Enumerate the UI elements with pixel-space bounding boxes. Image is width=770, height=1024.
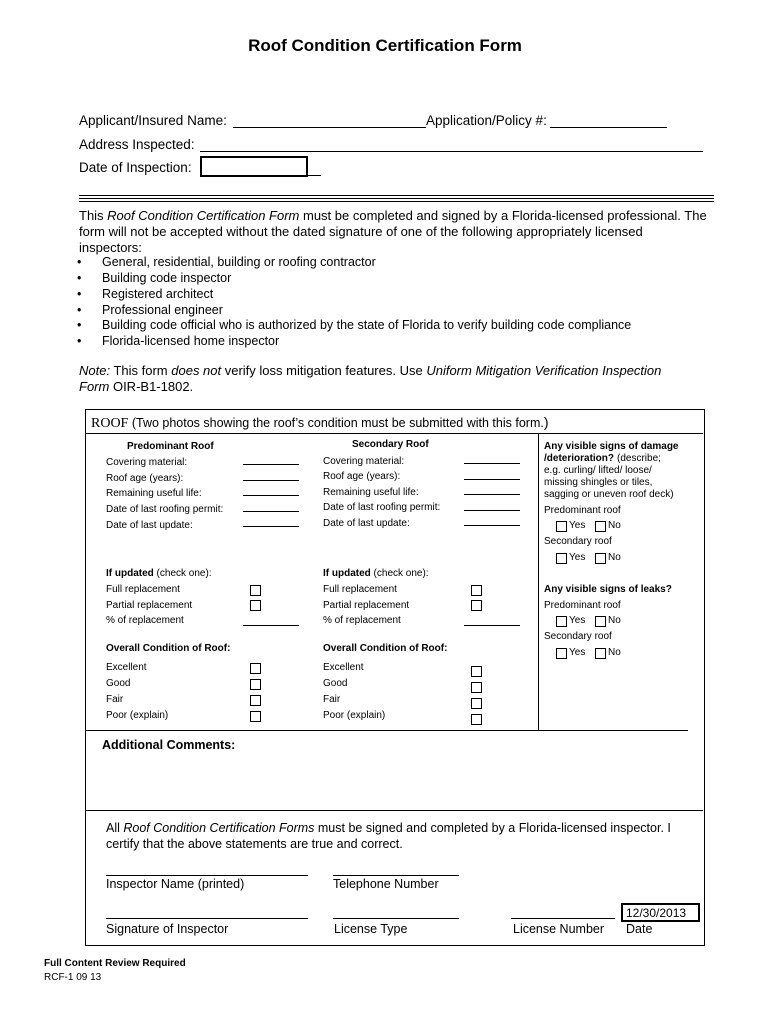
leaks-predominant-label: Predominant roof xyxy=(544,600,621,611)
if-updated-note: (check one): xyxy=(153,568,212,579)
damage-secondary-no-checkbox[interactable] xyxy=(595,553,606,564)
leaks-secondary-no-checkbox[interactable] xyxy=(595,648,606,659)
damage-predominant-yes-checkbox[interactable] xyxy=(556,521,567,532)
note-form-name: Uniform Mitigation Verification Inspection Form xyxy=(79,363,662,394)
damage-column-divider xyxy=(538,433,539,730)
policy-field[interactable] xyxy=(550,127,667,128)
secondary-field-label: Covering material: xyxy=(323,456,405,467)
note-emphasis: does not xyxy=(171,363,222,378)
secondary-fair-checkbox[interactable] xyxy=(471,698,482,709)
certify-paragraph xyxy=(106,820,686,852)
secondary-if-updated xyxy=(323,568,429,579)
intro-post: must be completed and signed by a Florida-licensed professional. The form will not be accepted without the dated signature of one of the following appropriately licensed inspectors: xyxy=(79,208,707,255)
predominant-condition-option: Fair xyxy=(106,694,124,705)
yes-label: Yes xyxy=(569,520,586,531)
predominant-condition-option: Poor (explain) xyxy=(106,710,169,721)
secondary-poor-checkbox[interactable] xyxy=(471,714,482,725)
predominant-field-label: Covering material: xyxy=(106,457,188,468)
license-number-label: License Number xyxy=(513,922,605,936)
predominant-good-checkbox[interactable] xyxy=(250,679,261,690)
note-label: Note: xyxy=(79,363,111,378)
secondary-percent-input[interactable] xyxy=(464,625,520,626)
divider-top xyxy=(79,195,714,199)
predominant-update-option: % of replacement xyxy=(106,615,184,626)
secondary-overall-label: Overall Condition of Roof: xyxy=(323,643,448,654)
damage-secondary-yes-checkbox[interactable] xyxy=(556,553,567,564)
yes-label: Yes xyxy=(569,552,586,563)
secondary-permit-input[interactable] xyxy=(464,510,520,511)
damage-desc: (describe; xyxy=(617,453,661,464)
note-text: This form xyxy=(110,363,172,378)
intro-form-name: Roof Condition Certification Form xyxy=(107,208,300,223)
intro-pre: This xyxy=(79,208,108,223)
intro-paragraph xyxy=(79,208,709,256)
secondary-roof-title: Secondary Roof xyxy=(352,439,429,450)
inspector-item: • General, residential, building or roofing contractor xyxy=(102,255,376,269)
no-label: No xyxy=(608,647,621,658)
address-label: Address Inspected: xyxy=(79,137,195,152)
damage-desc: missing shingles or tiles, xyxy=(544,477,653,488)
leaks-secondary-yes-checkbox[interactable] xyxy=(556,648,567,659)
roof-heading xyxy=(91,414,549,432)
note-text-mid: verify loss mitigation features. Use xyxy=(221,363,427,378)
date-of-inspection-input[interactable] xyxy=(200,156,308,177)
footer-review: Full Content Review Required xyxy=(44,958,186,969)
secondary-update-option: % of replacement xyxy=(323,615,401,626)
signature-label: Signature of Inspector xyxy=(106,922,229,936)
note-text-end: OIR-B1-1802. xyxy=(109,379,194,394)
damage-desc: sagging or uneven roof deck) xyxy=(544,489,674,500)
secondary-condition-option: Excellent xyxy=(323,662,364,673)
inspector-item: • Registered architect xyxy=(102,287,213,301)
inspector-name-label: Inspector Name (printed) xyxy=(106,877,245,891)
no-label: No xyxy=(608,615,621,626)
date-of-inspection-underline xyxy=(200,175,321,176)
predominant-excellent-checkbox[interactable] xyxy=(250,663,261,674)
certify-rule xyxy=(86,810,703,811)
license-type-label: License Type xyxy=(334,922,408,936)
telephone-label: Telephone Number xyxy=(333,877,439,891)
predominant-field-label: Date of last update: xyxy=(106,520,193,531)
predominant-field-label: Remaining useful life: xyxy=(106,488,202,499)
secondary-field-label: Date of last roofing permit: xyxy=(323,502,441,513)
predominant-roof-title: Predominant Roof xyxy=(127,441,214,452)
additional-comments-area[interactable] xyxy=(90,756,690,806)
predominant-update-option: Full replacement xyxy=(106,584,180,595)
secondary-good-checkbox[interactable] xyxy=(471,682,482,693)
predominant-covering-input[interactable] xyxy=(243,464,299,465)
if-updated-note: (check one): xyxy=(370,568,429,579)
divider-thin xyxy=(79,201,714,202)
predominant-life-input[interactable] xyxy=(243,495,299,496)
predominant-age-input[interactable] xyxy=(243,480,299,481)
secondary-covering-input[interactable] xyxy=(464,463,520,464)
license-number-input[interactable] xyxy=(511,918,615,919)
secondary-field-label: Remaining useful life: xyxy=(323,487,419,498)
secondary-field-label: Roof age (years): xyxy=(323,471,401,482)
predominant-condition-option: Good xyxy=(106,678,131,689)
footer-code: RCF-1 09 13 xyxy=(44,972,102,983)
signature-input[interactable] xyxy=(106,918,308,919)
no-label: No xyxy=(608,552,621,563)
predominant-if-updated xyxy=(106,568,212,579)
certify-pre: All xyxy=(106,821,124,835)
comments-rule xyxy=(86,730,688,731)
date-value: 12/30/2013 xyxy=(626,906,687,920)
secondary-life-input[interactable] xyxy=(464,494,520,495)
license-type-input[interactable] xyxy=(333,918,459,919)
inspector-item: • Florida-licensed home inspector xyxy=(102,334,279,348)
secondary-age-input[interactable] xyxy=(464,479,520,480)
applicant-label: Applicant/Insured Name: xyxy=(79,113,227,128)
predominant-full-replacement-checkbox[interactable] xyxy=(250,585,261,596)
roof-heading-note: (Two photos showing the roof’s condition must be submitted with this form. xyxy=(128,416,544,430)
certify-post: must be signed and completed by a Florida-licensed inspector. I certify that the above statements are true and correct. xyxy=(106,821,671,851)
leaks-title: Any visible signs of leaks? xyxy=(544,584,672,595)
leaks-secondary-label: Secondary roof xyxy=(544,631,612,642)
inspector-item: • Building code inspector xyxy=(102,271,231,285)
predominant-condition-option: Excellent xyxy=(106,662,147,673)
predominant-fair-checkbox[interactable] xyxy=(250,695,261,706)
damage-predominant-label: Predominant roof xyxy=(544,505,621,516)
secondary-condition-option: Poor (explain) xyxy=(323,710,386,721)
certify-form-name: Roof Condition Certification Forms xyxy=(123,821,315,835)
predominant-poor-checkbox[interactable] xyxy=(250,711,261,722)
page-title: Roof Condition Certification Form xyxy=(248,36,522,55)
predominant-permit-input[interactable] xyxy=(243,511,299,512)
leaks-predominant-yes-checkbox[interactable] xyxy=(556,616,567,627)
if-updated-label: If updated xyxy=(106,568,154,579)
date-of-inspection-label: Date of Inspection: xyxy=(79,160,192,175)
damage-desc: e.g. curling/ lifted/ loose/ xyxy=(544,465,652,476)
inspector-item: • Professional engineer xyxy=(102,303,223,317)
inspector-name-input[interactable] xyxy=(106,875,308,876)
damage-secondary-label: Secondary roof xyxy=(544,536,612,547)
roof-heading-title: ROOF xyxy=(91,416,129,431)
damage-title: Any visible signs of damage /deterioration? xyxy=(544,441,679,464)
secondary-field-label: Date of last update: xyxy=(323,518,410,529)
secondary-condition-option: Good xyxy=(323,678,348,689)
telephone-input[interactable] xyxy=(333,875,459,876)
predominant-overall-label: Overall Condition of Roof: xyxy=(106,643,231,654)
yes-label: Yes xyxy=(569,615,586,626)
if-updated-label: If updated xyxy=(323,568,371,579)
secondary-full-replacement-checkbox[interactable] xyxy=(471,585,482,596)
predominant-partial-replacement-checkbox[interactable] xyxy=(250,600,261,611)
predominant-field-label: Roof age (years): xyxy=(106,473,184,484)
additional-comments-label: Additional Comments: xyxy=(102,738,236,752)
yes-label: Yes xyxy=(569,647,586,658)
damage-predominant-no-checkbox[interactable] xyxy=(595,521,606,532)
applicant-field[interactable] xyxy=(233,127,426,128)
no-label: No xyxy=(608,520,621,531)
roof-heading-close: ) xyxy=(543,414,549,430)
date-label: Date xyxy=(626,922,653,936)
secondary-update-option: Full replacement xyxy=(323,584,397,595)
predominant-field-label: Date of last roofing permit: xyxy=(106,504,224,515)
predominant-percent-input[interactable] xyxy=(243,625,299,626)
secondary-condition-option: Fair xyxy=(323,694,341,705)
secondary-update-option: Partial replacement xyxy=(323,600,410,611)
secondary-update-input[interactable] xyxy=(464,525,520,526)
roof-heading-rule xyxy=(86,433,703,434)
secondary-excellent-checkbox[interactable] xyxy=(471,666,482,677)
predominant-update-input[interactable] xyxy=(243,526,299,527)
date-input[interactable] xyxy=(621,903,700,922)
policy-label: Application/Policy #: xyxy=(426,113,547,128)
note-paragraph xyxy=(79,363,689,395)
secondary-partial-replacement-checkbox[interactable] xyxy=(471,600,482,611)
predominant-update-option: Partial replacement xyxy=(106,600,193,611)
leaks-predominant-no-checkbox[interactable] xyxy=(595,616,606,627)
inspector-item: • Building code official who is authorized by the state of Florida to verify building code compliance xyxy=(102,318,631,332)
address-field[interactable] xyxy=(200,151,703,152)
